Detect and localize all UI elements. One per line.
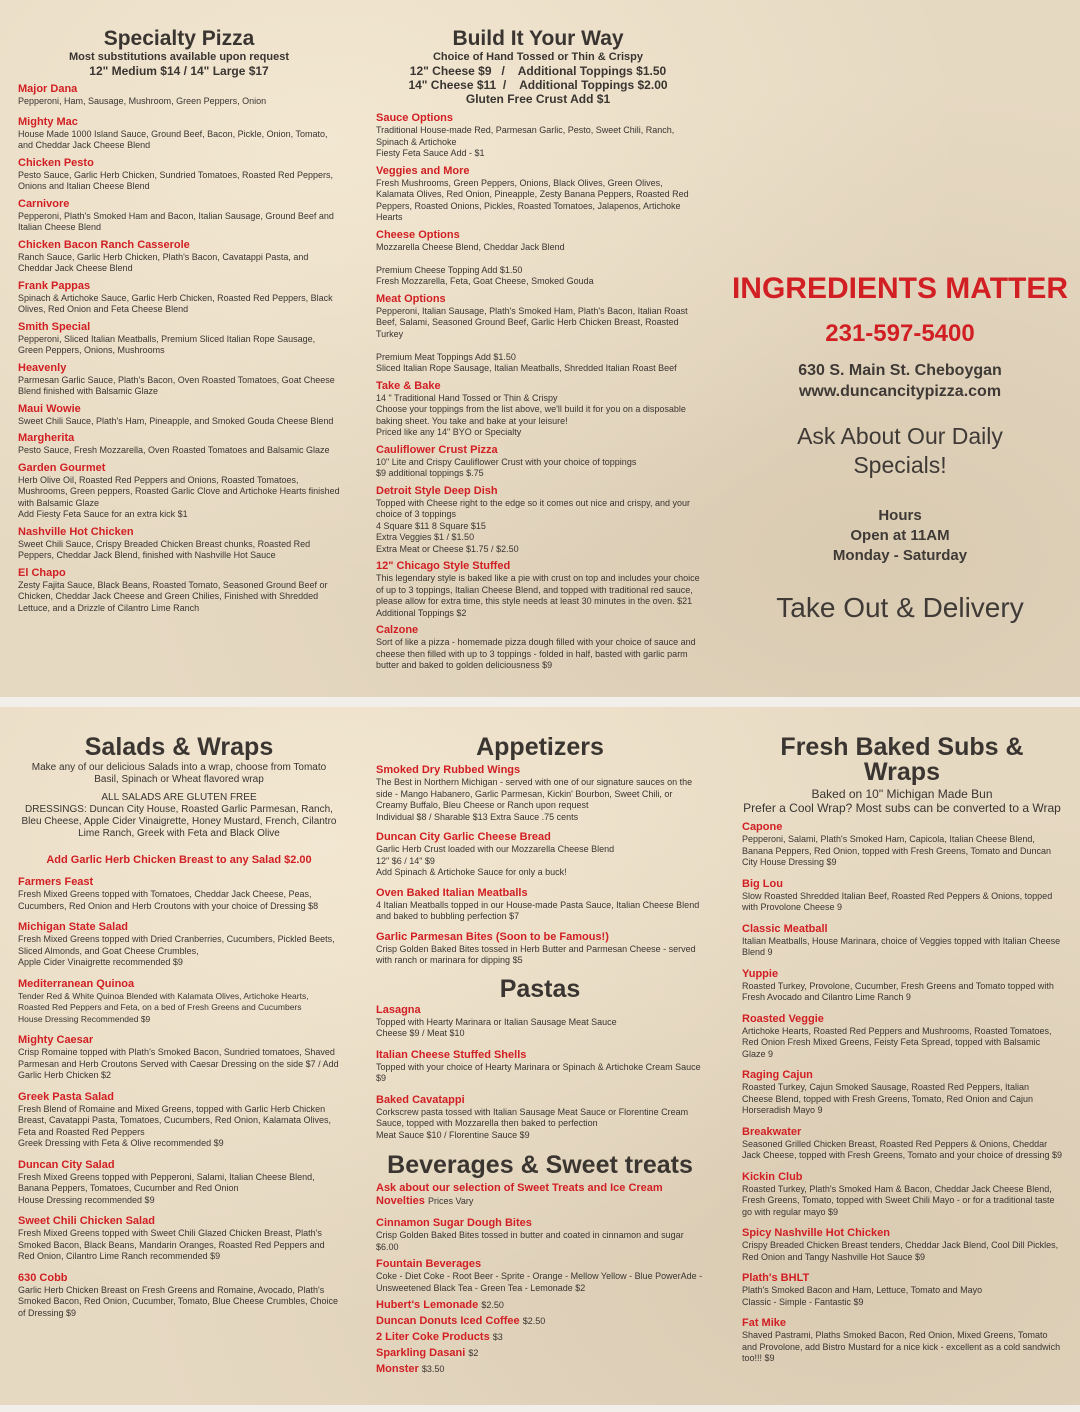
item-name: Garden Gourmet <box>18 461 106 474</box>
novelties-price: Prices Vary <box>427 1196 474 1206</box>
build-price-14: 14" Cheese $11 / Additional Toppings $2.00 <box>408 78 668 92</box>
menu-item <box>376 624 700 672</box>
middle-column <box>376 735 704 1376</box>
menu-item <box>376 293 700 375</box>
item-name: Duncan Donuts Iced Coffee <box>376 1315 520 1327</box>
item-name: Spicy Nashville Hot Chicken <box>742 1227 890 1239</box>
item-name: Calzone <box>376 624 419 636</box>
appetizers-list <box>376 764 704 967</box>
item-description: Topped with Cheese right to the edge so it comes out nice and crispy, and your choice of 3 toppings 4 Square $11 8 Square $15 Extra Veggies $1 / $1.50 Extra Meat or Cheese $1.75 / $2.50 <box>376 497 691 554</box>
item-description: 4 Italian Meatballs topped in our House-made Pasta Sauce, Italian Cheese Blend and baked to bubbling perfection $7 <box>376 899 700 921</box>
item-name: Frank Pappas <box>18 279 91 292</box>
item-description: Pepperoni, Plath's Smoked Ham and Bacon, Italian Sausage, Ground Beef and Italian Cheese Blend <box>18 210 334 232</box>
menu-item <box>18 876 340 912</box>
hours-open: Open at 11AM <box>850 527 950 544</box>
build-your-way-title: Build It Your Way <box>452 27 624 50</box>
menu-item <box>376 1004 704 1040</box>
menu-item <box>742 1126 1062 1162</box>
menu-item <box>376 764 704 823</box>
item-name: Sauce Options <box>376 112 454 124</box>
item-name: Detroit Style Deep Dish <box>376 484 498 497</box>
item-description: Fresh Mixed Greens topped with Pepperoni, Salami, Italian Cheese Blend, Banana Peppers, Tomatoes, Cucumber and Red Onion House Dressing recommended $9 <box>18 1171 315 1205</box>
item-description: Pepperoni, Sliced Italian Meatballs, Premium Sliced Italian Rope Sausage, Green Peppers, Onions, Mushrooms <box>18 333 316 355</box>
subs-wraps-section <box>742 735 1062 1365</box>
item-name: Roasted Veggie <box>742 1012 824 1025</box>
item-name: Raging Cajun <box>742 1069 813 1081</box>
item-description: This legendary style is baked like a pie with crust on top and includes your choice of up to 3 toppings, Italian Cheese Blend, and topped with traditional red sauce, please allow for extra time, this style needs at least 30 minutes in the oven. $21 Additional Toppings $2 <box>376 573 700 618</box>
item-name: Duncan City Salad <box>18 1158 115 1171</box>
item-description: Sweet Chili Sauce, Crispy Breaded Chicken Breast chunks, Roasted Red Peppers, Cheddar Jack Blend, finished with Nashville Hot Sauce <box>18 538 311 560</box>
item-name: Duncan City Garlic Cheese Bread <box>376 831 551 843</box>
item-description: Crisp Golden Baked Bites tossed in Herb Butter and Parmesan Cheese - served with ranch or marinara for dipping $5 <box>376 943 696 965</box>
item-description: Sort of like a pizza - homemade pizza dough filled with your choice of sauce and cheese then filled with up to 3 toppings - folded in half, basted with garlic parm butter and baked to golden deliciousness $9 <box>376 637 696 670</box>
menu-item <box>18 116 340 152</box>
item-description: Sweet Chili Sauce, Plath's Ham, Pineapple, and Smoked Gouda Cheese Blend <box>18 415 334 426</box>
daily-specials-line1: Ask About Our Daily <box>797 423 1003 449</box>
menu-item <box>18 1091 340 1150</box>
item-name: Plath's BHLT <box>742 1272 810 1284</box>
menu-item <box>742 821 1062 869</box>
item-name: Mighty Mac <box>18 115 78 128</box>
item-name: Garlic Parmesan Bites (Soon to be Famous!) <box>376 930 609 943</box>
item-description: Traditional House-made Red, Parmesan Garlic, Pesto, Sweet Chili, Ranch, Spinach & Artichoke Fiesty Feta Sauce Add - $1 <box>376 125 675 158</box>
item-name: Oven Baked Italian Meatballs <box>376 886 528 899</box>
website-link[interactable]: www.duncancitypizza.com <box>798 383 1002 400</box>
item-description: Crisp Golden Baked Bites tossed in butter and coated in cinnamon and sugar $6.00 <box>376 1230 684 1252</box>
menu-item <box>18 1034 340 1082</box>
item-name: Monster <box>376 1363 419 1375</box>
item-name: Chicken Pesto <box>18 156 94 169</box>
item-name: Italian Cheese Stuffed Shells <box>376 1048 527 1061</box>
item-description: 14 " Traditional Hand Tossed or Thin & Crispy Choose your toppings from the list above, we'll build it for you on a disposable baking sheet. You take and bake at your leisure! Priced like any 14" BYO or Specialty <box>376 392 686 437</box>
daily-specials-line2: Specials! <box>853 452 947 478</box>
item-name: Fountain Beverages <box>376 1258 482 1270</box>
item-description: Pepperoni, Ham, Sausage, Mushroom, Green Peppers, Onion <box>18 96 267 106</box>
item-name: Capone <box>742 821 783 833</box>
item-name: Cinnamon Sugar Dough Bites <box>376 1217 532 1229</box>
salads-list <box>18 876 340 1319</box>
menu-panel-bottom <box>0 707 1080 1405</box>
menu-item <box>18 403 340 428</box>
build-price-12: 12" Cheese $9 / Additional Toppings $1.50 <box>409 64 667 78</box>
item-description: Roasted Turkey, Cajun Smoked Sausage, Roasted Red Peppers, Italian Cheese Blend, topped with Fresh Greens, Tomato, Red Onion and Cajun Horseradish Mayo 9 <box>742 1082 1034 1115</box>
beverage-line <box>376 1315 704 1328</box>
item-description: Pesto Sauce, Garlic Herb Chicken, Sundried Tomatoes, Roasted Red Peppers, Onions and Italian Cheese Blend <box>18 169 333 191</box>
item-description: Plath's Smoked Bacon and Ham, Lettuce, Tomato and Mayo Classic - Simple - Fantastic $9 <box>742 1285 983 1307</box>
menu-item <box>742 968 1062 1004</box>
item-name: Hubert's Lemonade <box>376 1299 479 1311</box>
beverage-line <box>376 1299 704 1312</box>
item-description: Italian Meatballs, House Marinara, choice of Veggies topped with Italian Cheese Blend 9 <box>742 935 1061 957</box>
item-description: Corkscrew pasta tossed with Italian Sausage Meat Sauce or Florentine Cream Sauce, topped with Mozzarella then baked to perfection Meat Sauce $10 / Florentine Sauce $9 <box>376 1106 689 1140</box>
item-price: $2.50 <box>522 1316 546 1326</box>
menu-item <box>376 1217 704 1253</box>
menu-item <box>18 362 340 398</box>
item-name: Baked Cavatappi <box>376 1093 465 1106</box>
panel-divider <box>0 697 1080 707</box>
item-description: Parmesan Garlic Sauce, Plath's Bacon, Oven Roasted Tomatoes, Goat Cheese Blend finished with Balsamic Glaze <box>18 374 335 396</box>
menu-item <box>376 1094 704 1142</box>
item-name: Meat Options <box>376 292 446 305</box>
item-name: 630 Cobb <box>18 1271 68 1284</box>
item-name: Breakwater <box>742 1125 802 1138</box>
menu-item <box>376 1049 704 1085</box>
pastas-list <box>376 1004 704 1142</box>
item-description: Roasted Turkey, Plath's Smoked Ham & Bacon, Cheddar Jack Cheese Blend, Fresh Greens, Tomato, topped with Sweet Chili Mayo - or for a traditional taste go with regular mayo $9 <box>742 1183 1055 1217</box>
item-name: 12" Chicago Style Stuffed <box>376 560 511 572</box>
build-gluten-free: Gluten Free Crust Add $1 <box>465 92 611 106</box>
item-name: Fat Mike <box>742 1317 787 1329</box>
item-name: Classic Meatball <box>742 922 828 935</box>
menu-item <box>742 1272 1062 1308</box>
item-description: The Best in Northern Michigan - served with one of our signature sauces on the side - Mango Habanero, Garlic Parmesan, Kickin' Bourbon, Sweet Chili, or Creamy Buffalo, Bleu Cheese or Ranch upon request Individual $8 / Sharable $13 Extra Sauce .75 cents <box>376 777 693 822</box>
add-chicken-note: Add Garlic Herb Chicken Breast to any Salad $2.00 <box>46 854 312 866</box>
item-name: 2 Liter Coke Products <box>376 1331 490 1343</box>
menu-item <box>742 1013 1062 1061</box>
item-description: Mozzarella Cheese Blend, Cheddar Jack Blend Premium Cheese Topping Add $1.50 Fresh Mozzarella, Feta, Goat Cheese, Smoked Gouda <box>376 241 594 286</box>
item-description: Seasoned Grilled Chicken Breast, Roasted Red Peppers & Onions, Cheddar Jack Cheese, topped with Fresh Greens, Tomato and your choice of dressing $9 <box>742 1138 1063 1160</box>
novelties-line <box>376 1195 704 1208</box>
build-options-list <box>376 112 700 672</box>
menu-item <box>18 198 340 234</box>
item-description: Fresh Mushrooms, Green Peppers, Onions, Black Olives, Green Olives, Kalamata Olives, Red Onion, Pineapple, Zesty Banana Peppers, Roasted Red Peppers, Roasted Onions, Pickles, Roasted Tomatoes, Jalapenos, Artichoke Hearts <box>376 177 689 222</box>
menu-panel-top <box>0 0 1080 697</box>
hours-title: Hours <box>878 507 922 524</box>
item-name: Sparkling Dasani <box>376 1347 466 1359</box>
menu-item <box>742 1227 1062 1263</box>
specialty-pizza-prices: 12" Medium $14 / 14" Large $17 <box>89 64 269 78</box>
bottom-edge <box>0 1405 1080 1412</box>
item-description: Garlic Herb Crust loaded with our Mozzarella Cheese Blend 12" $6 / 14" $9 Add Spinach & Artichoke Sauce for only a buck! <box>376 844 615 877</box>
subs-list <box>742 821 1062 1365</box>
item-description: Pepperoni, Italian Sausage, Plath's Smoked Ham, Plath's Bacon, Italian Roast Beef, Salami, Seasoned Ground Beef, Garlic Herb Chicken Breast, Roasted Turkey Premium Meat Toppings Add $1.50 Sliced Italian Rope Sausage, Italian Meatballs, Shredded Italian Roast Beef <box>376 305 688 373</box>
item-description: Topped with your choice of Hearty Marinara or Spinach & Artichoke Cream Sauce $9 <box>376 1061 701 1083</box>
menu-item <box>18 239 340 275</box>
menu-item <box>742 1069 1062 1117</box>
menu-item <box>18 1159 340 1207</box>
menu-item <box>18 978 340 1026</box>
item-description: 10" Lite and Crispy Cauliflower Crust with your choice of toppings $9 additional toppings $.75 <box>376 456 637 478</box>
menu-item <box>18 432 340 457</box>
item-description: Pesto Sauce, Fresh Mozzarella, Oven Roasted Tomatoes and Balsamic Glaze <box>18 445 330 455</box>
phone-number[interactable]: 231-597-5400 <box>825 320 975 347</box>
menu-item <box>18 280 340 316</box>
item-name: Cheese Options <box>376 228 460 241</box>
menu-item <box>376 1258 704 1294</box>
item-name: Yuppie <box>742 967 779 980</box>
sweet-treats-note: Ask about our selection of Sweet Treats and Ice Cream <box>376 1182 663 1194</box>
menu-item <box>376 931 704 967</box>
item-description: Slow Roasted Shredded Italian Beef, Roasted Red Peppers & Onions, topped with Provolone Cheese 9 <box>742 890 1053 912</box>
item-description: Garlic Herb Chicken Breast on Fresh Greens and Romaine, Avocado, Plath's Smoked Bacon, Red Onion, Cucumber, Tomato, Blue Cheese Crumbles, Choice of Dressing $9 <box>18 1284 338 1318</box>
menu-item <box>18 921 340 969</box>
menu-item <box>18 321 340 357</box>
item-description: Crisp Romaine topped with Plath's Smoked Bacon, Sundried tomatoes, Shaved Parmesan and Herb Croutons Served with Caesar Dressing on the side $7 / Add Garlic Herb Chicken $2 <box>18 1047 339 1080</box>
menu-item <box>742 878 1062 914</box>
menu-item <box>18 462 340 521</box>
takeout-delivery: Take Out & Delivery <box>776 592 1024 623</box>
item-description: Herb Olive Oil, Roasted Red Peppers and Onions, Roasted Tomatoes, Mushrooms, Green peppers, Roasted Garlic Clove and Artichoke Hearts finished with Balsamic Glaze Add Fiesty Feta Sauce for an extra kick $1 <box>18 474 340 519</box>
specialty-pizza-section <box>18 28 340 614</box>
menu-item <box>742 923 1062 959</box>
salads-wraps-section <box>18 735 340 1319</box>
item-name: Major Dana <box>18 83 78 95</box>
street-address: 630 S. Main St. Cheboygan <box>798 362 1002 379</box>
menu-item <box>742 1171 1062 1219</box>
item-description: Shaved Pastrami, Plaths Smoked Bacon, Red Onion, Mixed Greens, Tomato and Provolone, add Bistro Mustard for a nice kick - excellent as a cold sandwich too!!! $9 <box>742 1330 1061 1363</box>
item-name: Margherita <box>18 432 75 444</box>
hours-days: Monday - Saturday <box>832 547 968 564</box>
item-name: Heavenly <box>18 361 67 374</box>
promo-section <box>730 270 1070 624</box>
item-description: Roasted Turkey, Provolone, Cucumber, Fresh Greens and Tomato topped with Fresh Avocado and Cilantro Lime Ranch 9 <box>742 980 1054 1002</box>
novelties-label: Novelties <box>376 1195 425 1207</box>
subs-wraps-title: Fresh Baked Subs & Wraps <box>780 733 1024 786</box>
item-description: Fresh Blend of Romaine and Mixed Greens, topped with Garlic Herb Chicken Breast, Cavatappi Pasta, Tomatoes, Cucumbers, Red Onion, Kalamata Olives, Feta and Roasted Red Peppers Greek Dressing with Feta & Olive recommended $9 <box>18 1103 331 1148</box>
menu-item <box>376 112 700 160</box>
item-description: Topped with Hearty Marinara or Italian Sausage Meat Sauce Cheese $9 / Meat $10 <box>376 1016 617 1038</box>
subs-bun-note: Baked on 10" Michigan Made Bun <box>811 787 993 801</box>
item-name: El Chapo <box>18 566 66 579</box>
menu-item <box>376 560 700 619</box>
build-your-way-section <box>376 28 700 672</box>
menu-item <box>376 485 700 556</box>
salads-wrap-note: Make any of our delicious Salads into a wrap, choose from Tomato Basil, Spinach or Wheat flavored wrap <box>31 762 327 785</box>
beverages-title: Beverages & Sweet treats <box>387 1151 693 1179</box>
menu-item <box>742 1317 1062 1365</box>
menu-item <box>376 165 700 224</box>
item-price: $2.50 <box>481 1300 504 1310</box>
pastas-title: Pastas <box>499 974 581 1003</box>
item-name: Carnivore <box>18 197 70 210</box>
item-name: Michigan State Salad <box>18 921 129 933</box>
item-description: Fresh Mixed Greens topped with Sweet Chili Glazed Chicken Breast, Plath's Smoked Bacon, Black Beans, Mandarin Oranges, Roasted Red Peppers and Red Onion, Cilantro Lime Ranch recommended $9 <box>18 1228 325 1261</box>
item-name: Take & Bake <box>376 379 441 392</box>
beverage-line <box>376 1331 704 1344</box>
item-description: Fresh Mixed Greens topped with Tomatoes, Cheddar Jack Cheese, Peas, Cucumbers, Red Onion and Herb Croutons with your choice of Dressing $8 <box>18 889 319 911</box>
item-name: Mediterranean Quinoa <box>18 977 135 990</box>
item-name: Mighty Caesar <box>18 1034 94 1046</box>
build-crust-choice: Choice of Hand Tossed or Thin & Crispy <box>432 51 644 63</box>
menu-item <box>376 229 700 288</box>
menu-item <box>18 157 340 193</box>
item-description: Coke - Diet Coke - Root Beer - Sprite - Orange - Mellow Yellow - Blue PowerAde - Unsweetened Black Tea - Green Tea - Lemonade $2 <box>376 1271 703 1293</box>
ingredients-matter-headline: INGREDIENTS MATTER <box>731 272 1069 305</box>
item-name: Veggies and More <box>376 164 470 177</box>
beverage-line <box>376 1347 704 1360</box>
item-price: $3 <box>492 1332 503 1342</box>
item-description: Ranch Sauce, Garlic Herb Chicken, Plath's Bacon, Cavatappi Pasta, and Cheddar Jack Cheese Blend <box>18 251 309 273</box>
item-name: Cauliflower Crust Pizza <box>376 443 498 456</box>
item-price: $3.50 <box>421 1364 445 1374</box>
item-name: Chicken Bacon Ranch Casserole <box>18 238 190 251</box>
specialty-pizza-subtitle: Most substitutions available upon request <box>68 51 290 63</box>
item-name: Farmers Feast <box>18 876 94 888</box>
specialty-pizza-list <box>18 83 340 614</box>
item-name: Smith Special <box>18 320 91 333</box>
item-description: Tender Red & White Quinoa Blended with Kalamata Olives, Artichoke Hearts, Roasted Red Peppers and Feta, on a bed of Fresh Greens and Cucumbers House Dressing Recommended $9 <box>18 990 309 1024</box>
item-name: Smoked Dry Rubbed Wings <box>376 764 521 776</box>
item-description: Fresh Mixed Greens topped with Dried Cranberries, Cucumbers, Pickled Beets, Sliced Almonds, and Goat Cheese Crumbles, Apple Cider Vinaigrette recommended $9 <box>18 934 335 967</box>
menu-item <box>18 83 340 108</box>
menu-item <box>18 1272 340 1320</box>
beverages-list <box>376 1217 704 1376</box>
menu-item <box>18 526 340 562</box>
item-name: Greek Pasta Salad <box>18 1090 115 1103</box>
subs-wrap-note: Prefer a Cool Wrap? Most subs can be converted to a Wrap <box>743 801 1061 815</box>
item-description: Artichoke Hearts, Roasted Red Peppers and Mushrooms, Roasted Tomatoes, Red Onion Fresh Mixed Greens, Feisty Feta Spread, topped with Balsamic Glaze 9 <box>742 1025 1052 1059</box>
appetizers-title: Appetizers <box>476 733 604 761</box>
item-description: House Made 1000 Island Sauce, Ground Beef, Bacon, Pickle, Onion, Tomato, and Cheddar Jack Cheese Blend <box>18 128 328 150</box>
menu-item <box>376 380 700 439</box>
item-description: Spinach & Artichoke Sauce, Garlic Herb Chicken, Roasted Red Peppers, Black Olives, Red Onion and Feta Cheese Blend <box>18 292 333 314</box>
item-description: Crispy Breaded Chicken Breast tenders, Cheddar Jack Blend, Cool Dill Pickles, Red Onion and Tangy Nashville Hot Sauce $9 <box>742 1240 1059 1262</box>
salads-gluten-free: ALL SALADS ARE GLUTEN FREE <box>101 792 257 803</box>
menu-item <box>18 1215 340 1263</box>
beverages-intro <box>376 1182 704 1208</box>
item-name: Sweet Chili Chicken Salad <box>18 1215 155 1227</box>
salads-dressings: DRESSINGS: Duncan City House, Roasted Garlic Parmesan, Ranch, Bleu Cheese, Apple Cider Vinaigrette, Honey Mustard, French, Cilantro Lime Ranch, Greek with Feta and Black Olive <box>21 804 337 839</box>
menu-item <box>376 831 704 879</box>
item-name: Lasagna <box>376 1003 421 1016</box>
item-name: Big Lou <box>742 877 783 890</box>
item-name: Maui Wowie <box>18 402 81 415</box>
item-name: Kickin Club <box>742 1170 803 1183</box>
specialty-pizza-title: Specialty Pizza <box>103 27 255 50</box>
item-description: Zesty Fajita Sauce, Black Beans, Roasted Tomato, Seasoned Ground Beef or Chicken, Cheddar Jack Cheese and Green Chilies, Finished with Shredded Lettuce, and a Drizzle of Cilantro Lime Ranch <box>18 579 328 613</box>
menu-item <box>376 444 700 480</box>
beverage-line <box>376 1363 704 1376</box>
salads-wraps-title: Salads & Wraps <box>84 733 274 761</box>
item-description: Pepperoni, Salami, Plath's Smoked Ham, Capicola, Italian Cheese Blend, Banana Peppers, Red Onion, topped with Fresh Greens, Tomato and Duncan City House Dressing $9 <box>742 834 1052 867</box>
item-name: Nashville Hot Chicken <box>18 525 134 538</box>
item-price: $2 <box>468 1348 479 1358</box>
menu-item <box>18 567 340 615</box>
menu-item <box>376 887 704 923</box>
